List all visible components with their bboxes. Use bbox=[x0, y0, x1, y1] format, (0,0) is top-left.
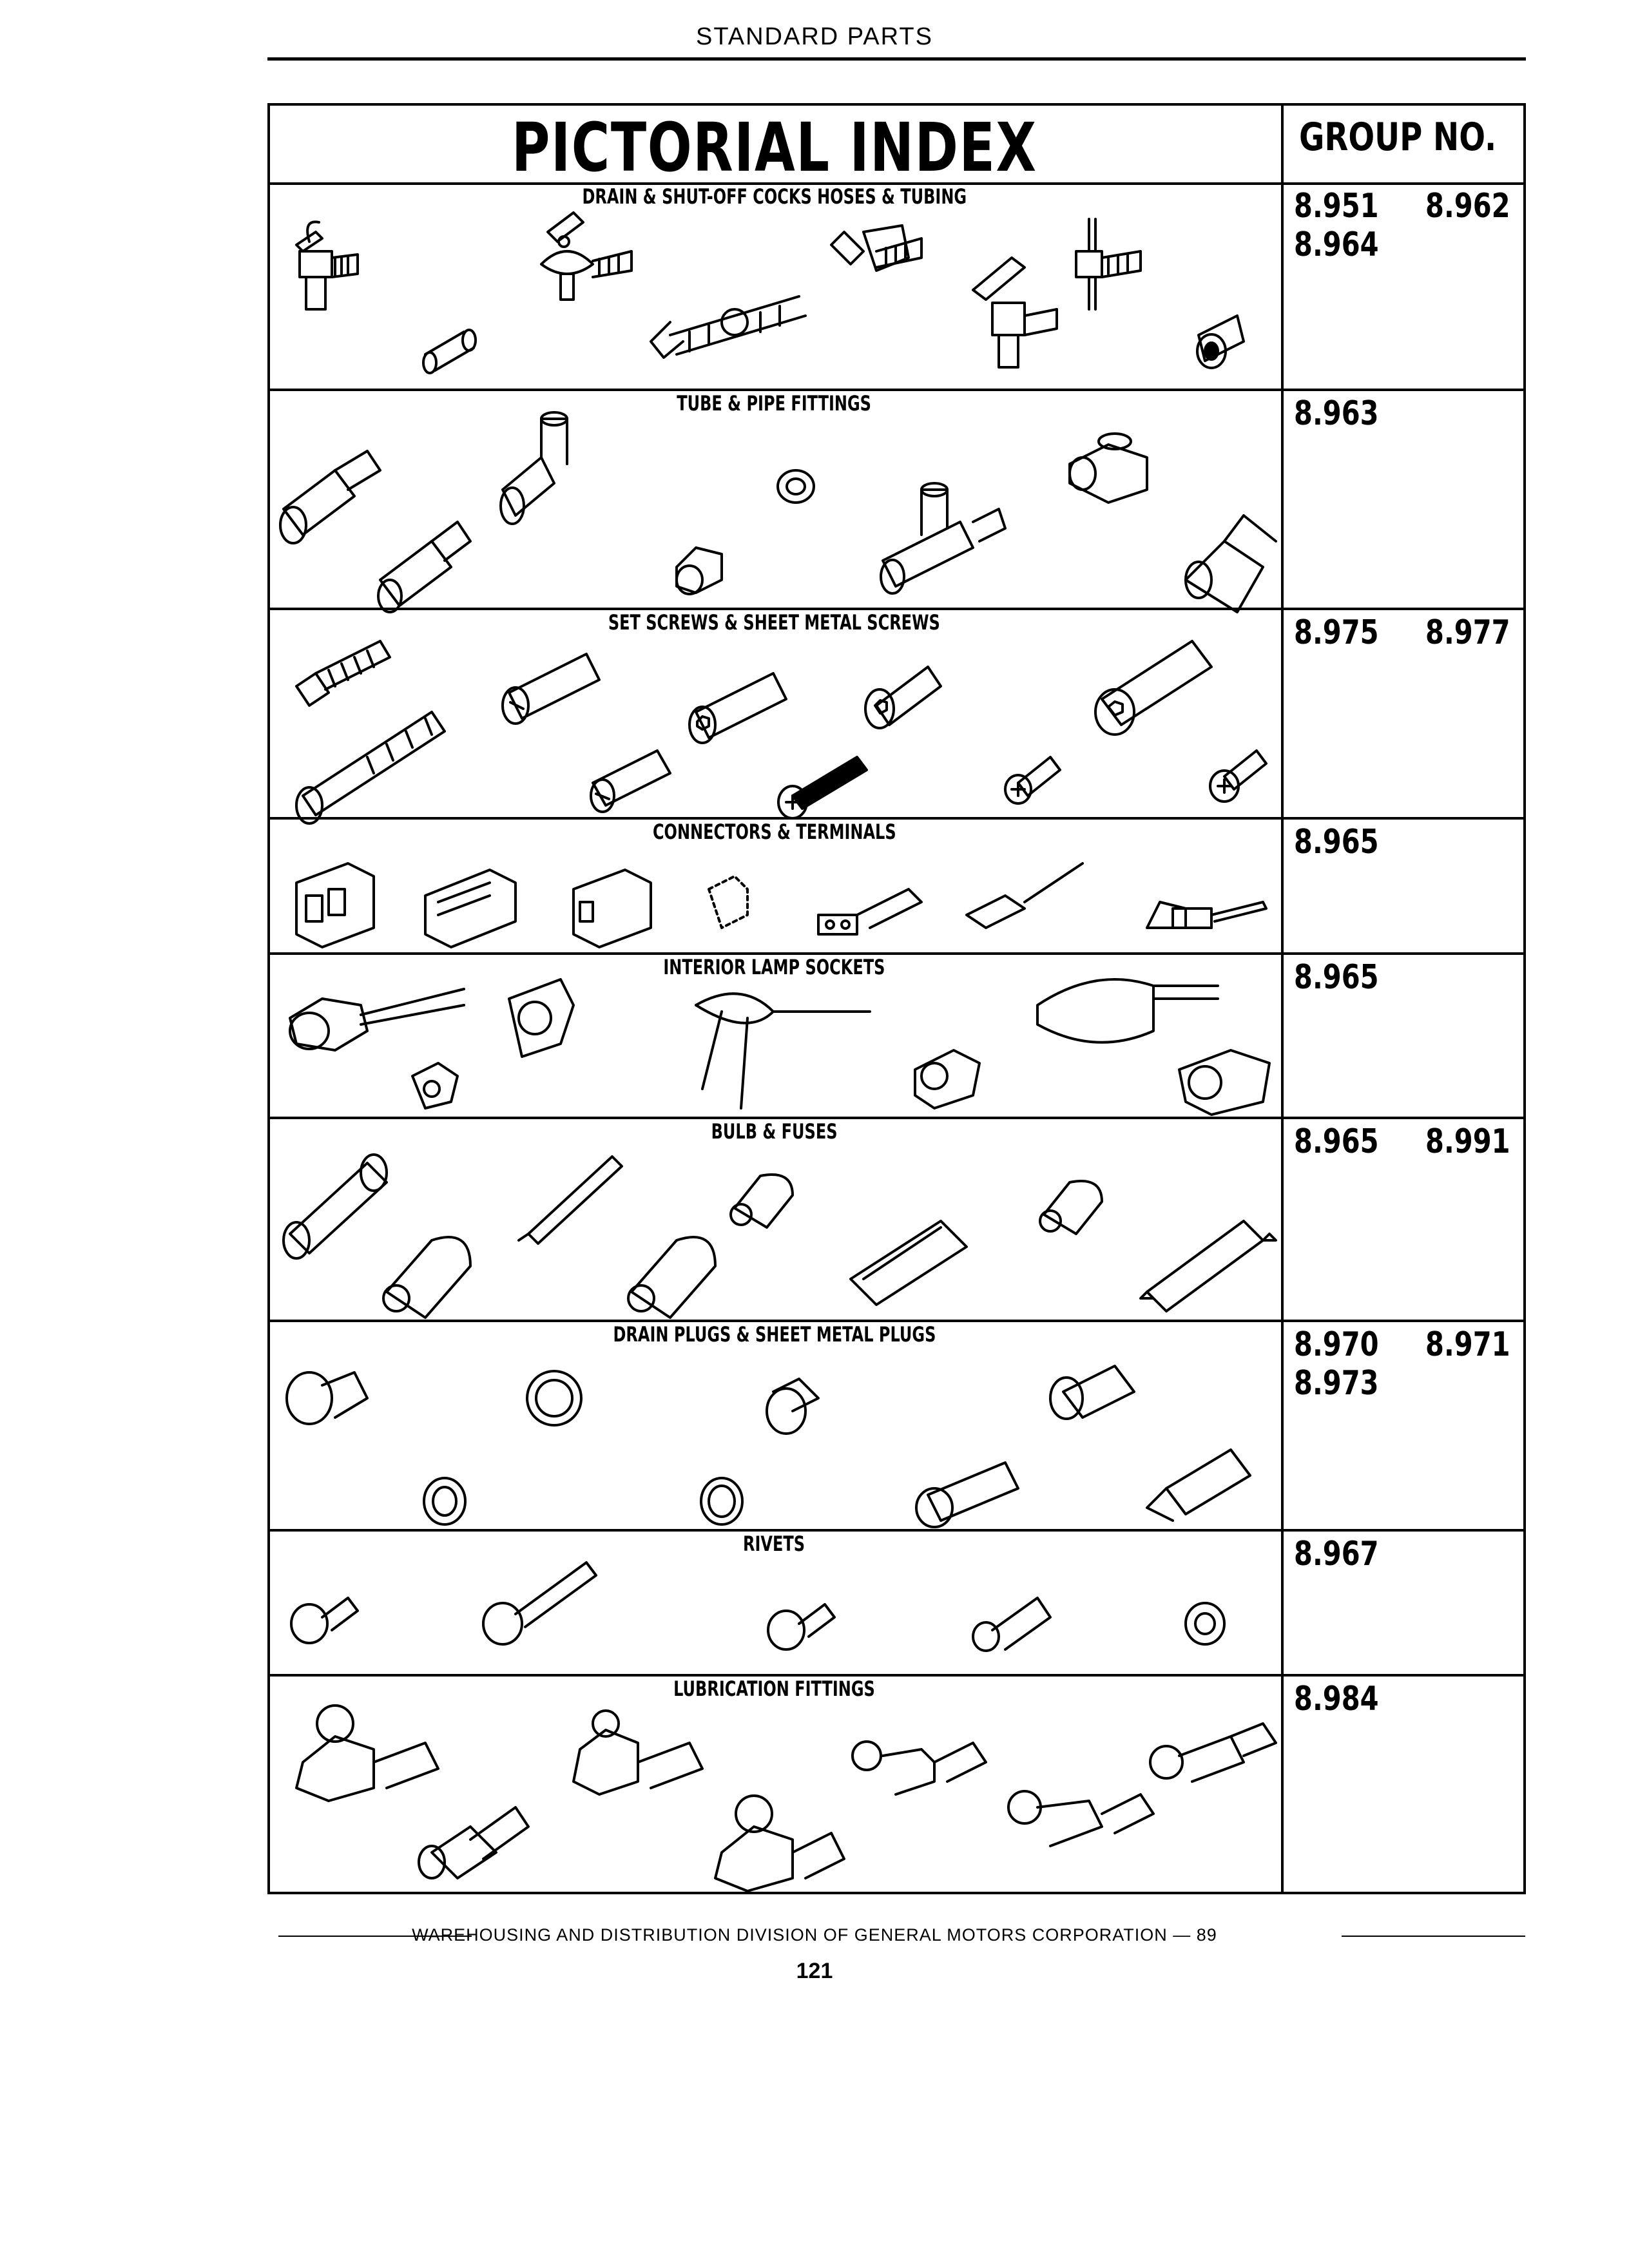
terminal-illustration bbox=[1147, 902, 1266, 928]
group-number: 8.971 bbox=[1425, 1325, 1510, 1364]
section-label-bulbs-fuses: BULB & FUSES bbox=[711, 1119, 838, 1144]
group-number: 8.951 bbox=[1294, 187, 1379, 226]
sheet-metal-plug-illustration bbox=[701, 1478, 742, 1524]
bulb-illustration bbox=[628, 1237, 715, 1318]
tube-fittings-illustrations bbox=[271, 412, 1279, 606]
terminal-illustration bbox=[818, 889, 921, 934]
hose-illustration bbox=[423, 330, 476, 373]
group-number-heading: GROUP NO. bbox=[1299, 115, 1497, 160]
set-screw-illustration bbox=[296, 712, 445, 823]
rivet-illustration bbox=[1186, 1603, 1224, 1644]
group-number: 8.973 bbox=[1294, 1364, 1379, 1403]
section-label-tube-fittings: TUBE & PIPE FITTINGS bbox=[677, 391, 872, 416]
slotted-set-screw-illustration bbox=[591, 751, 670, 812]
grease-fitting-illustration bbox=[1150, 1724, 1276, 1782]
group-number: 8.965 bbox=[1294, 823, 1379, 861]
drain-cock-illustration bbox=[296, 222, 358, 309]
fitting-illustration bbox=[378, 522, 470, 612]
shutoff-cock-illustration bbox=[973, 258, 1057, 367]
bulbs-fuses-illustrations bbox=[271, 1144, 1279, 1311]
terminal-illustration bbox=[709, 876, 747, 928]
lamp-socket-illustration bbox=[290, 989, 464, 1050]
hose-end-illustration bbox=[1197, 316, 1244, 368]
drain-plug-illustration bbox=[1147, 1450, 1250, 1521]
pipe-plug-illustration bbox=[1050, 1366, 1134, 1419]
lamp-socket-illustration bbox=[1037, 979, 1218, 1043]
bulb-illustration bbox=[731, 1175, 793, 1227]
section-label-connectors: CONNECTORS & TERMINALS bbox=[652, 820, 896, 844]
lamp-socket-illustration bbox=[696, 994, 870, 1108]
footer-text: WAREHOUSING AND DISTRIBUTION DIVISION OF GENERAL MOTORS CORPORATION — 89 bbox=[412, 1925, 1217, 1945]
lubrication-illustrations bbox=[271, 1698, 1279, 1891]
bulb-illustration bbox=[383, 1237, 470, 1318]
plugs-illustrations bbox=[271, 1347, 1279, 1527]
rivet-illustration bbox=[768, 1604, 834, 1649]
grease-fitting-illustration bbox=[574, 1711, 702, 1794]
grease-fitting-illustration bbox=[715, 1796, 844, 1891]
header-rule bbox=[267, 57, 1526, 61]
wedge-bulb-illustration bbox=[851, 1221, 967, 1305]
group-number: 8.963 bbox=[1294, 394, 1379, 433]
festoon-bulb-illustration bbox=[1141, 1221, 1276, 1311]
screws-illustrations bbox=[271, 635, 1279, 815]
sheet-metal-plug-illustration bbox=[527, 1371, 581, 1425]
index-title: PICTORIAL INDEX bbox=[511, 108, 1037, 187]
rivet-illustration bbox=[483, 1562, 596, 1644]
group-number: 8.970 bbox=[1294, 1325, 1379, 1364]
lamp-socket-illustration bbox=[1179, 1050, 1269, 1115]
rivet-illustration bbox=[973, 1598, 1050, 1651]
grease-fitting-illustration bbox=[419, 1807, 528, 1878]
pipe-plug-illustration bbox=[916, 1463, 1018, 1527]
group-column-divider bbox=[1281, 103, 1284, 1894]
drain-cocks-illustrations bbox=[271, 206, 1279, 387]
page-number: 121 bbox=[796, 1959, 833, 1983]
connector-illustration bbox=[574, 870, 651, 947]
rivet-illustration bbox=[291, 1598, 358, 1643]
group-number: 8.962 bbox=[1425, 187, 1510, 226]
drain-cock-illustration bbox=[541, 213, 631, 300]
nut-illustration bbox=[677, 548, 722, 594]
sheet-metal-plug-illustration bbox=[767, 1379, 818, 1434]
group-number: 8.991 bbox=[1425, 1122, 1510, 1161]
fuse-illustration bbox=[284, 1155, 387, 1258]
section-label-lubrication: LUBRICATION FITTINGS bbox=[673, 1677, 875, 1701]
elbow-fitting-illustration bbox=[501, 412, 567, 524]
set-screw-illustration bbox=[1095, 641, 1211, 735]
section-label-rivets: RIVETS bbox=[743, 1532, 805, 1556]
section-label-drain-cocks: DRAIN & SHUT-OFF COCKS HOSES & TUBING bbox=[582, 184, 967, 209]
tee-fitting-illustration bbox=[1070, 434, 1147, 503]
sheet-metal-screw-illustration bbox=[1210, 751, 1266, 802]
drain-cock-illustration bbox=[831, 226, 921, 271]
connector-illustration bbox=[296, 863, 374, 947]
connectors-illustrations bbox=[271, 850, 1279, 947]
group-number: 8.967 bbox=[1294, 1535, 1379, 1573]
sheet-metal-plug-illustration bbox=[424, 1478, 465, 1524]
ring-illustration bbox=[778, 470, 814, 503]
tee-fitting-illustration bbox=[881, 483, 1005, 593]
lamp-socket-illustration bbox=[412, 1063, 458, 1108]
drain-cock-illustration bbox=[1076, 219, 1141, 309]
section-label-screws: SET SCREWS & SHEET METAL SCREWS bbox=[608, 610, 940, 635]
connector-illustration bbox=[425, 870, 516, 947]
machine-screw-illustration bbox=[778, 757, 867, 818]
group-number: 8.964 bbox=[1294, 226, 1379, 264]
section-label-plugs: DRAIN PLUGS & SHEET METAL PLUGS bbox=[613, 1322, 936, 1347]
sheet-metal-screw-illustration bbox=[1005, 757, 1060, 803]
grease-fitting-illustration bbox=[296, 1706, 438, 1801]
grease-fitting-illustration bbox=[1008, 1791, 1153, 1846]
group-number: 8.965 bbox=[1294, 958, 1379, 997]
group-number: 8.984 bbox=[1294, 1680, 1379, 1718]
cap-screw-illustration bbox=[296, 641, 390, 706]
group-number: 8.977 bbox=[1425, 613, 1510, 652]
fitting-illustration bbox=[280, 451, 380, 543]
fuse-illustration bbox=[519, 1157, 622, 1244]
group-number: 8.975 bbox=[1294, 613, 1379, 652]
grease-fitting-illustration bbox=[853, 1742, 986, 1794]
flat-head-screw-illustration bbox=[865, 667, 941, 728]
shutoff-cock-illustration bbox=[651, 296, 805, 358]
elbow-fitting-illustration bbox=[1186, 515, 1276, 612]
lamp-socket-illustration bbox=[509, 979, 574, 1057]
bulb-illustration bbox=[1040, 1181, 1102, 1234]
lamp-socket-illustration bbox=[915, 1050, 979, 1108]
slotted-set-screw-illustration bbox=[503, 654, 599, 724]
drain-plug-illustration bbox=[287, 1372, 367, 1424]
page-header-title: STANDARD PARTS bbox=[696, 23, 933, 50]
lamp-sockets-illustrations bbox=[271, 966, 1279, 1115]
group-number: 8.965 bbox=[1294, 1122, 1379, 1161]
terminal-illustration bbox=[967, 863, 1083, 928]
hex-set-screw-illustration bbox=[689, 673, 786, 743]
section-label-lamp-sockets: INTERIOR LAMP SOCKETS bbox=[663, 955, 885, 979]
rivets-illustrations bbox=[271, 1553, 1279, 1669]
